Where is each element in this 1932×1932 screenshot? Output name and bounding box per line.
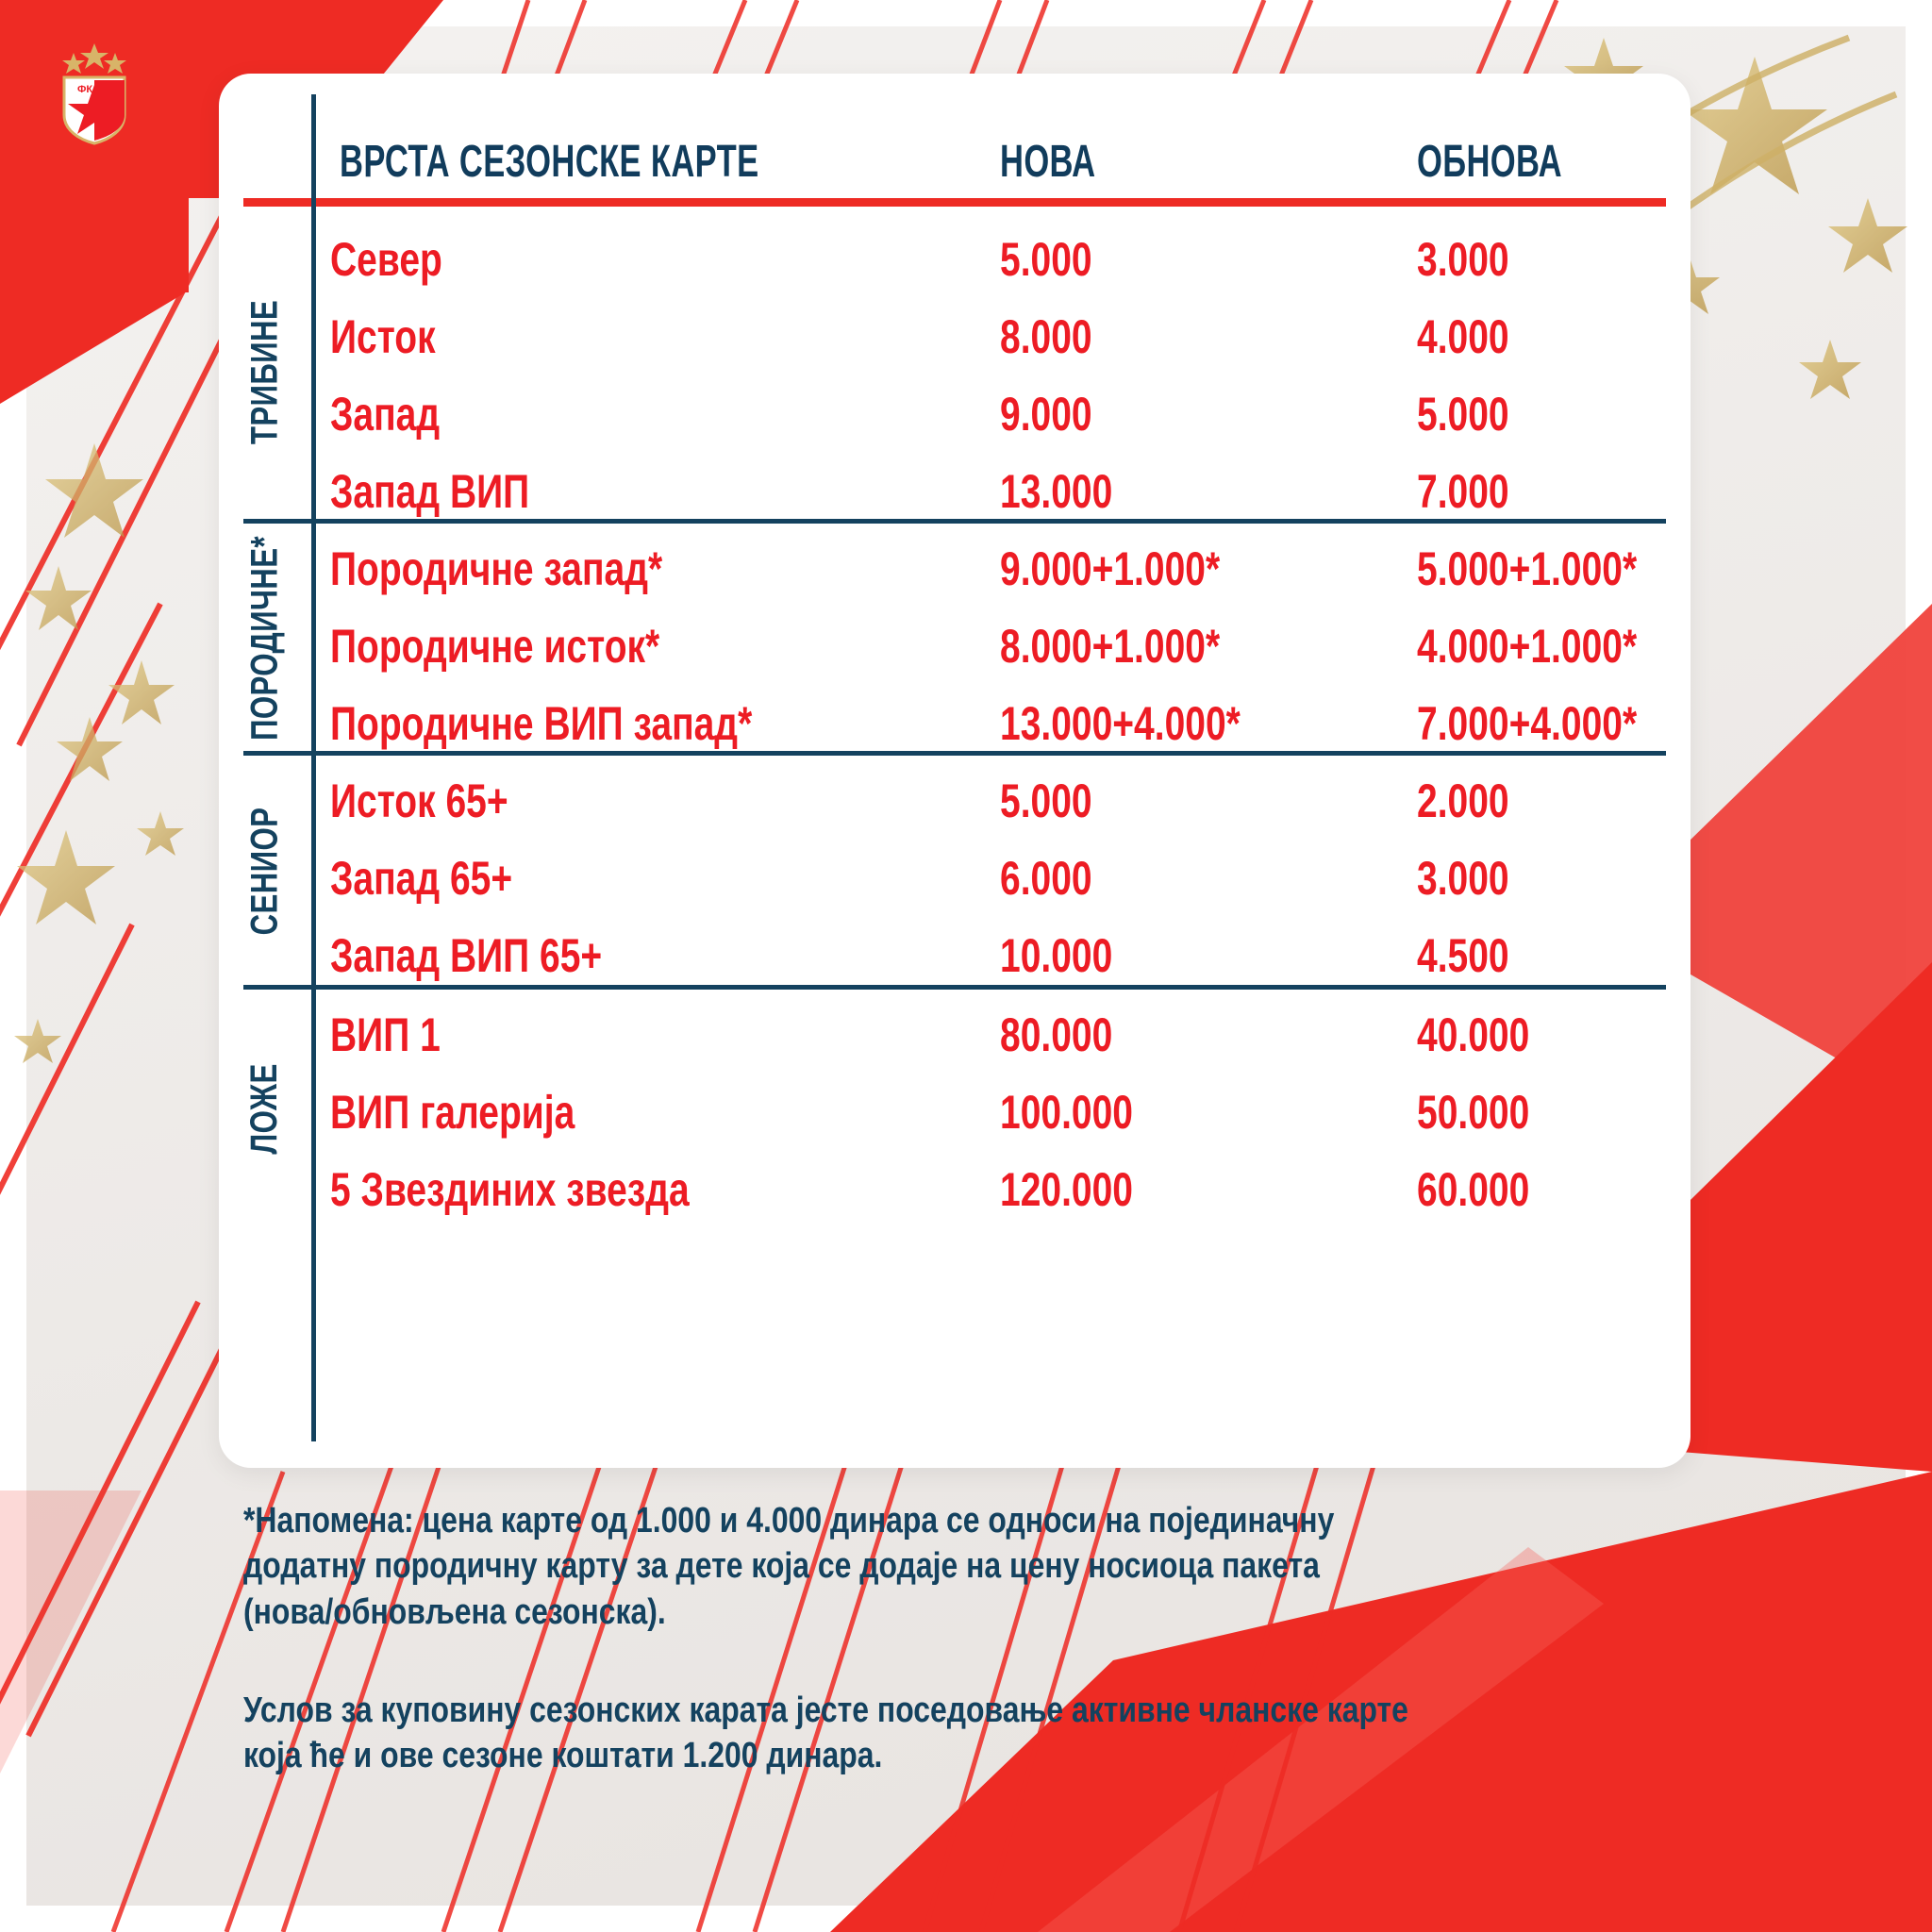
row-label: 5 Звездиних звезда [330, 1163, 690, 1216]
table-row [219, 996, 1690, 1074]
table-row [219, 1151, 1690, 1228]
table-row [219, 762, 1690, 840]
table-row [219, 298, 1690, 375]
footnotes [243, 1498, 1583, 1778]
row-new-price: 100.000 [1000, 1086, 1133, 1139]
row-label: Север [330, 233, 442, 286]
row-renewal-price: 4.000 [1417, 310, 1509, 363]
row-renewal-price: 5.000 [1417, 388, 1509, 441]
row-renewal-price: 7.000+4.000* [1417, 697, 1638, 750]
table-row [219, 375, 1690, 453]
row-label: Исток 65+ [330, 774, 508, 827]
table-row [219, 221, 1690, 298]
row-new-price: 10.000 [1000, 929, 1113, 982]
header-ticket-type: ВРСТА СЕЗОНСКЕ КАРТЕ [340, 137, 759, 187]
notes-spacer [243, 1635, 1583, 1688]
row-renewal-price: 7.000 [1417, 465, 1509, 518]
row-renewal-price: 60.000 [1417, 1163, 1530, 1216]
row-renewal-price: 5.000+1.000* [1417, 542, 1638, 595]
note2-line2: која ће и ове сезоне коштати 1.200 динара. [243, 1736, 883, 1775]
table-row [219, 453, 1690, 530]
row-new-price: 5.000 [1000, 774, 1092, 827]
season-ticket-price-table [219, 74, 1690, 1468]
header-renewal: ОБНОВА [1417, 137, 1562, 187]
row-renewal-price: 2.000 [1417, 774, 1509, 827]
row-renewal-price: 3.000 [1417, 233, 1509, 286]
row-renewal-price: 40.000 [1417, 1008, 1530, 1061]
row-new-price: 120.000 [1000, 1163, 1133, 1216]
row-label: ВИП галерија [330, 1086, 575, 1139]
club-initials-text: ФК [77, 84, 93, 95]
row-label: Породичне запад* [330, 542, 663, 595]
table-row [219, 685, 1690, 762]
table-row [219, 530, 1690, 608]
row-new-price: 8.000 [1000, 310, 1092, 363]
price-table-card [219, 74, 1690, 1468]
row-label: Запад ВИП 65+ [330, 929, 603, 982]
table-row [219, 840, 1690, 917]
row-new-price: 13.000+4.000* [1000, 697, 1241, 750]
row-renewal-price: 4.000+1.000* [1417, 620, 1638, 673]
table-header-row [219, 98, 1690, 196]
row-new-price: 8.000+1.000* [1000, 620, 1221, 673]
row-label: Запад ВИП [330, 465, 530, 518]
row-label: Исток [330, 310, 436, 363]
note1-line3: (нова/обновљена сезонска). [243, 1591, 666, 1632]
note1-line1: *Напомена: цена карте од 1.000 и 4.000 динара се односи на појединачну [243, 1501, 1335, 1541]
table-row [219, 1074, 1690, 1151]
row-label: Породичне ВИП запад* [330, 697, 753, 750]
row-new-price: 9.000+1.000* [1000, 542, 1221, 595]
group-label-text: ТРИБИНЕ [243, 299, 286, 444]
row-label: Запад 65+ [330, 852, 513, 905]
header-divider-red [243, 198, 1666, 207]
group-label-text: ЛОЖЕ [243, 1062, 286, 1155]
note2-line1: Услов за куповину сезонских карата јесте поседовање активне чланске карте [243, 1690, 1408, 1730]
club-logo-block [0, 0, 189, 396]
row-new-price: 9.000 [1000, 388, 1092, 441]
note1-line2: додатну породичну карту за дете која се додаје на цену носиоца пакета [243, 1546, 1320, 1587]
row-new-price: 13.000 [1000, 465, 1113, 518]
row-label: Породичне исток* [330, 620, 660, 673]
row-renewal-price: 4.500 [1417, 929, 1509, 982]
header-new: НОВА [1000, 137, 1096, 187]
row-renewal-price: 50.000 [1417, 1086, 1530, 1139]
table-row [219, 917, 1690, 994]
row-label: ВИП 1 [330, 1008, 441, 1061]
row-new-price: 80.000 [1000, 1008, 1113, 1061]
row-label: Запад [330, 388, 441, 441]
group-label-text: СЕНИОР [243, 807, 286, 935]
row-renewal-price: 3.000 [1417, 852, 1509, 905]
group-label-text: ПОРОДИЧНЕ* [243, 535, 286, 741]
red-star-belgrade-crest-icon [47, 36, 142, 147]
row-new-price: 6.000 [1000, 852, 1092, 905]
table-row [219, 608, 1690, 685]
row-new-price: 5.000 [1000, 233, 1092, 286]
